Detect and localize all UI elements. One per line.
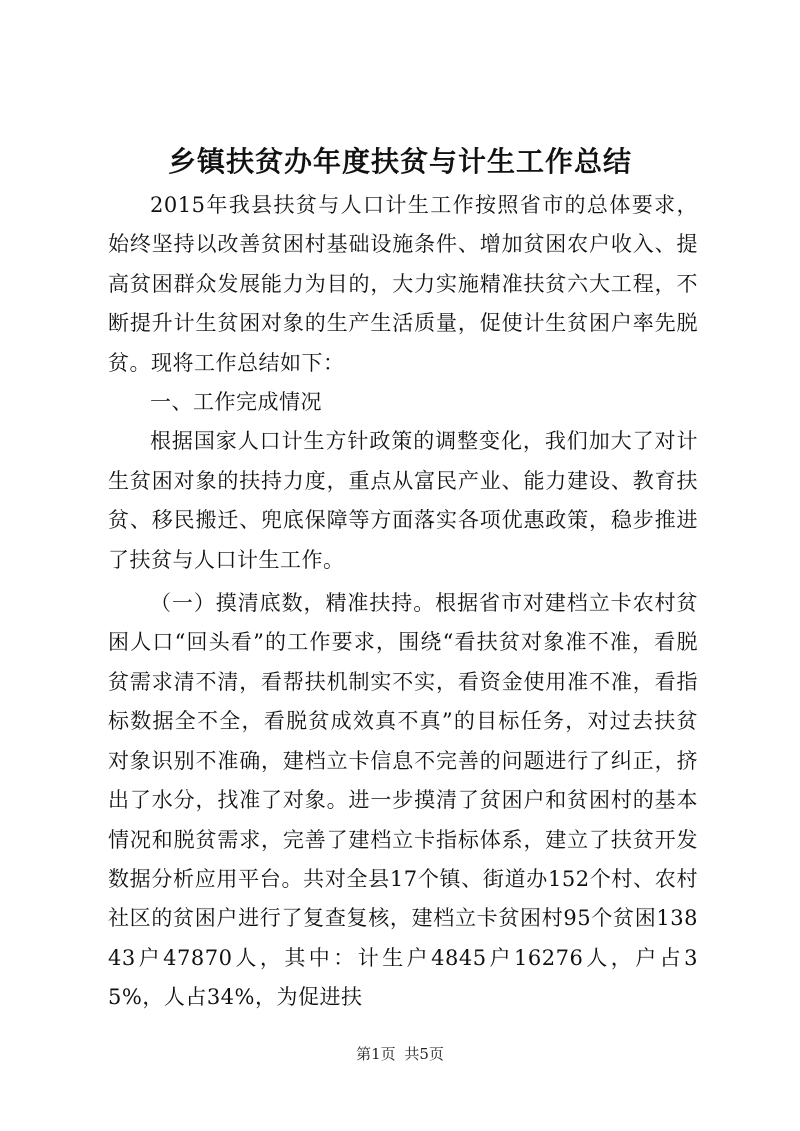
page-footer — [0, 1044, 800, 1064]
page-number: 第1页 — [356, 1045, 396, 1063]
document-title: 乡镇扶贫办年度扶贫与计生工作总结 — [167, 145, 632, 178]
paragraph-overview: 根据国家人口计生方针政策的调整变化，我们加大了对计生贫困对象的扶持力度，重点从富民产业、能力建设、教育扶贫、移民搬迁、兜底保障等方面落实各项优惠政策，稳步推进了扶贫与人口计生工作。 — [108, 429, 698, 572]
total-pages: 共5页 — [404, 1045, 444, 1063]
section-heading: 一、工作完成情况 — [150, 390, 322, 415]
document-body — [108, 186, 698, 1018]
paragraph-subsection-1: （一）摸清底数，精准扶持。根据省市对建档立卡农村贫困人口“回头看”的工作要求，围绕“看扶贫对象准不准，看脱贫需求清不清，看帮扶机制实不实，看资金使用准不准，看指标数据全不全，看脱贫成效真不真”的目标任务，对过去扶贫对象识别不准确，建档立卡信息不完善的问题进行了纠正，挤出了水分，找准了对象。进一步摸清了贫困户和贫困村的基本情况和脱贫需求，完善了建档立卡指标体系，建立了扶贫开发数据分析应用平台。共对全县17个镇、街道办152个村、农村社区的贫困户进行了复查复核，建档立卡贫困村95个贫困13843户47870人，其中：计生户4845户16276人，户占35%，人占34%，为促进扶 — [108, 591, 698, 1010]
paragraph-intro: 2015年我县扶贫与人口计生工作按照省市的总体要求，始终坚持以改善贫困村基础设施条件、增加贫困农户收入、提高贫困群众发展能力为目的，大力实施精准扶贫六大工程，不断提升计生贫困对象的生产生活质量，促使计生贫困户率先脱贫。现将工作总结如下： — [108, 193, 698, 375]
